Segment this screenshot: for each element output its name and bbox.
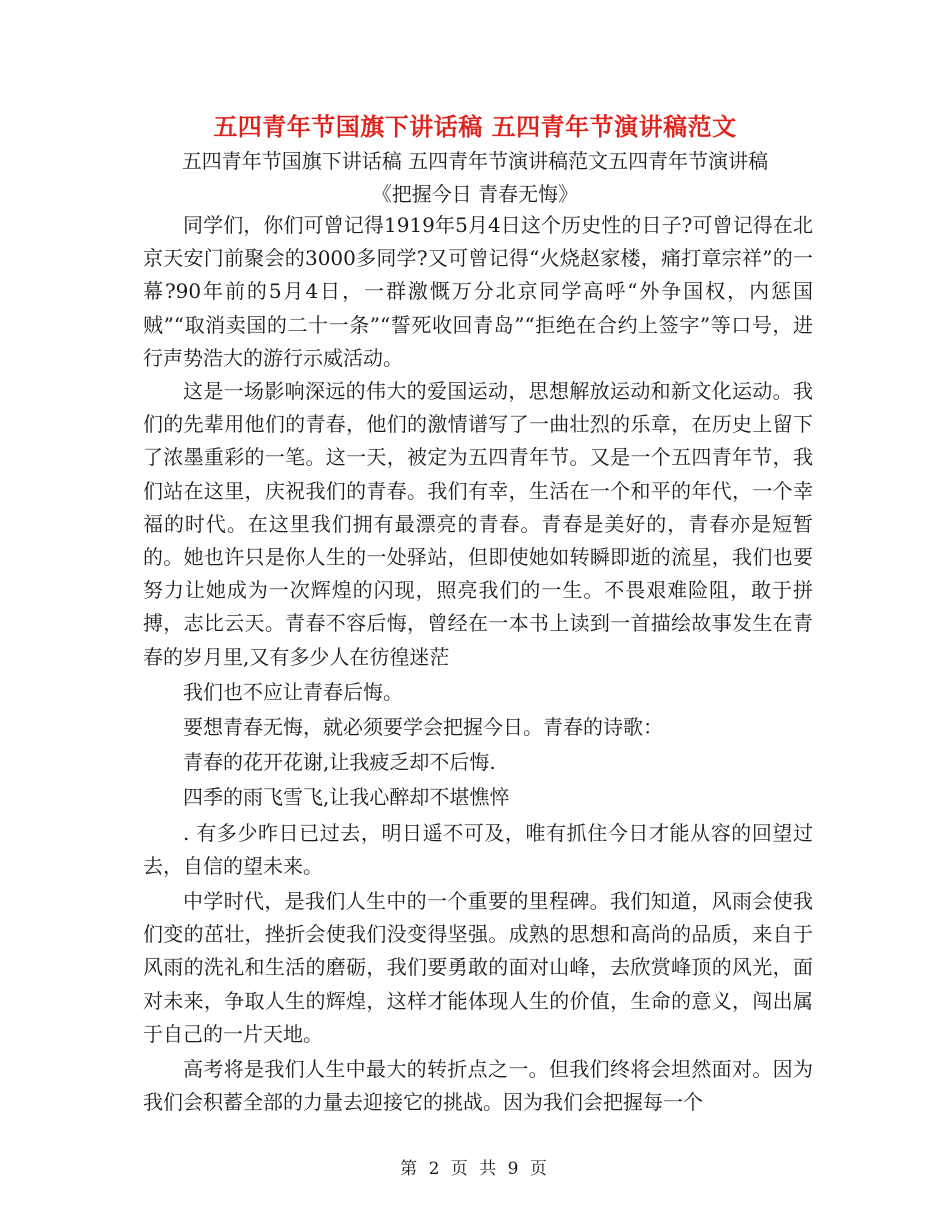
paragraph: 这是一场影响深远的伟大的爱国运动，思想解放运动和新文化运动。我们的先辈用他们的青春，他们的激情谱写了一曲壮烈的乐章，在历史上留下了浓墨重彩的一笔。这一天，被定为五四青年节。又是一个五四青年节，我们站在这里，庆祝我们的青春。我们有幸，生活在一个和平的年代，一个幸福的时代。在这里我们拥有最漂亮的青春。青春是美好的，青春亦是短暂的。她也许只是你人生的一处驿站，但即使她如转瞬即逝的流星，我们也要努力让她成为一次辉煌的闪现，照亮我们的一生。不畏艰难险阻，敢于拼搏，志比云天。青春不容后悔，曾经在一本书上读到一首描绘故事发生在青春的岁月里,又有多少人在彷徨迷茫 (143, 379, 813, 669)
document-title: 五四青年节国旗下讲话稿 五四青年节演讲稿范文 (213, 112, 737, 141)
document-body (143, 209, 813, 1119)
paragraph: . 有多少昨日已过去，明日遥不可及，唯有抓住今日才能从容的回望过去，自信的望未来。 (143, 820, 813, 878)
paragraph: 我们也不应让青春后悔。 (183, 679, 403, 704)
paragraph: 同学们，你们可曾记得1919年5月4日这个历史性的日子?可曾记得在北京天安门前聚会的3000多同学?又可曾记得“火烧赵家楼，痛打章宗祥”的一幕?90年前的5月4日，一群激慨万分北京同学高呼“外争国权，内惩国贼”“取消卖国的二十一条”“誓死收回青岛”“拒绝在合约上签字”等口号，进行声势浩大的游行示威活动。 (143, 213, 813, 370)
document-subtitle: 五四青年节国旗下讲话稿 五四青年节演讲稿范文五四青年节演讲稿 (181, 149, 769, 173)
page-number-footer: 第 2 页 共 9 页 (400, 1159, 550, 1179)
paragraph: 中学时代，是我们人生中的一个重要的里程碑。我们知道，风雨会使我们变的茁壮，挫折会使我们没变得坚强。成熟的思想和高尚的品质，来自于风雨的洗礼和生活的磨砺，我们要勇敢的面对山峰，去欣赏峰顶的风光，面对未来，争取人生的辉煌，这样才能体现人生的价值，生命的意义，闯出属于自己的一片天地。 (143, 889, 813, 1046)
poem-line: 青春的花开花谢,让我疲乏却不后悔. (183, 750, 496, 775)
speech-title: 《把握今日 青春无悔》 (371, 182, 579, 206)
paragraph: 要想青春无悔，就必须要学会把握今日。青春的诗歌： (183, 715, 663, 740)
poem-line: 四季的雨飞雪飞,让我心醉却不堪憔悴 (183, 785, 510, 810)
paragraph: 高考将是我们人生中最大的转折点之一。但我们终将会坦然面对。因为我们会积蓄全部的力量去迎接它的挑战。因为我们会把握每一个 (143, 1057, 813, 1115)
